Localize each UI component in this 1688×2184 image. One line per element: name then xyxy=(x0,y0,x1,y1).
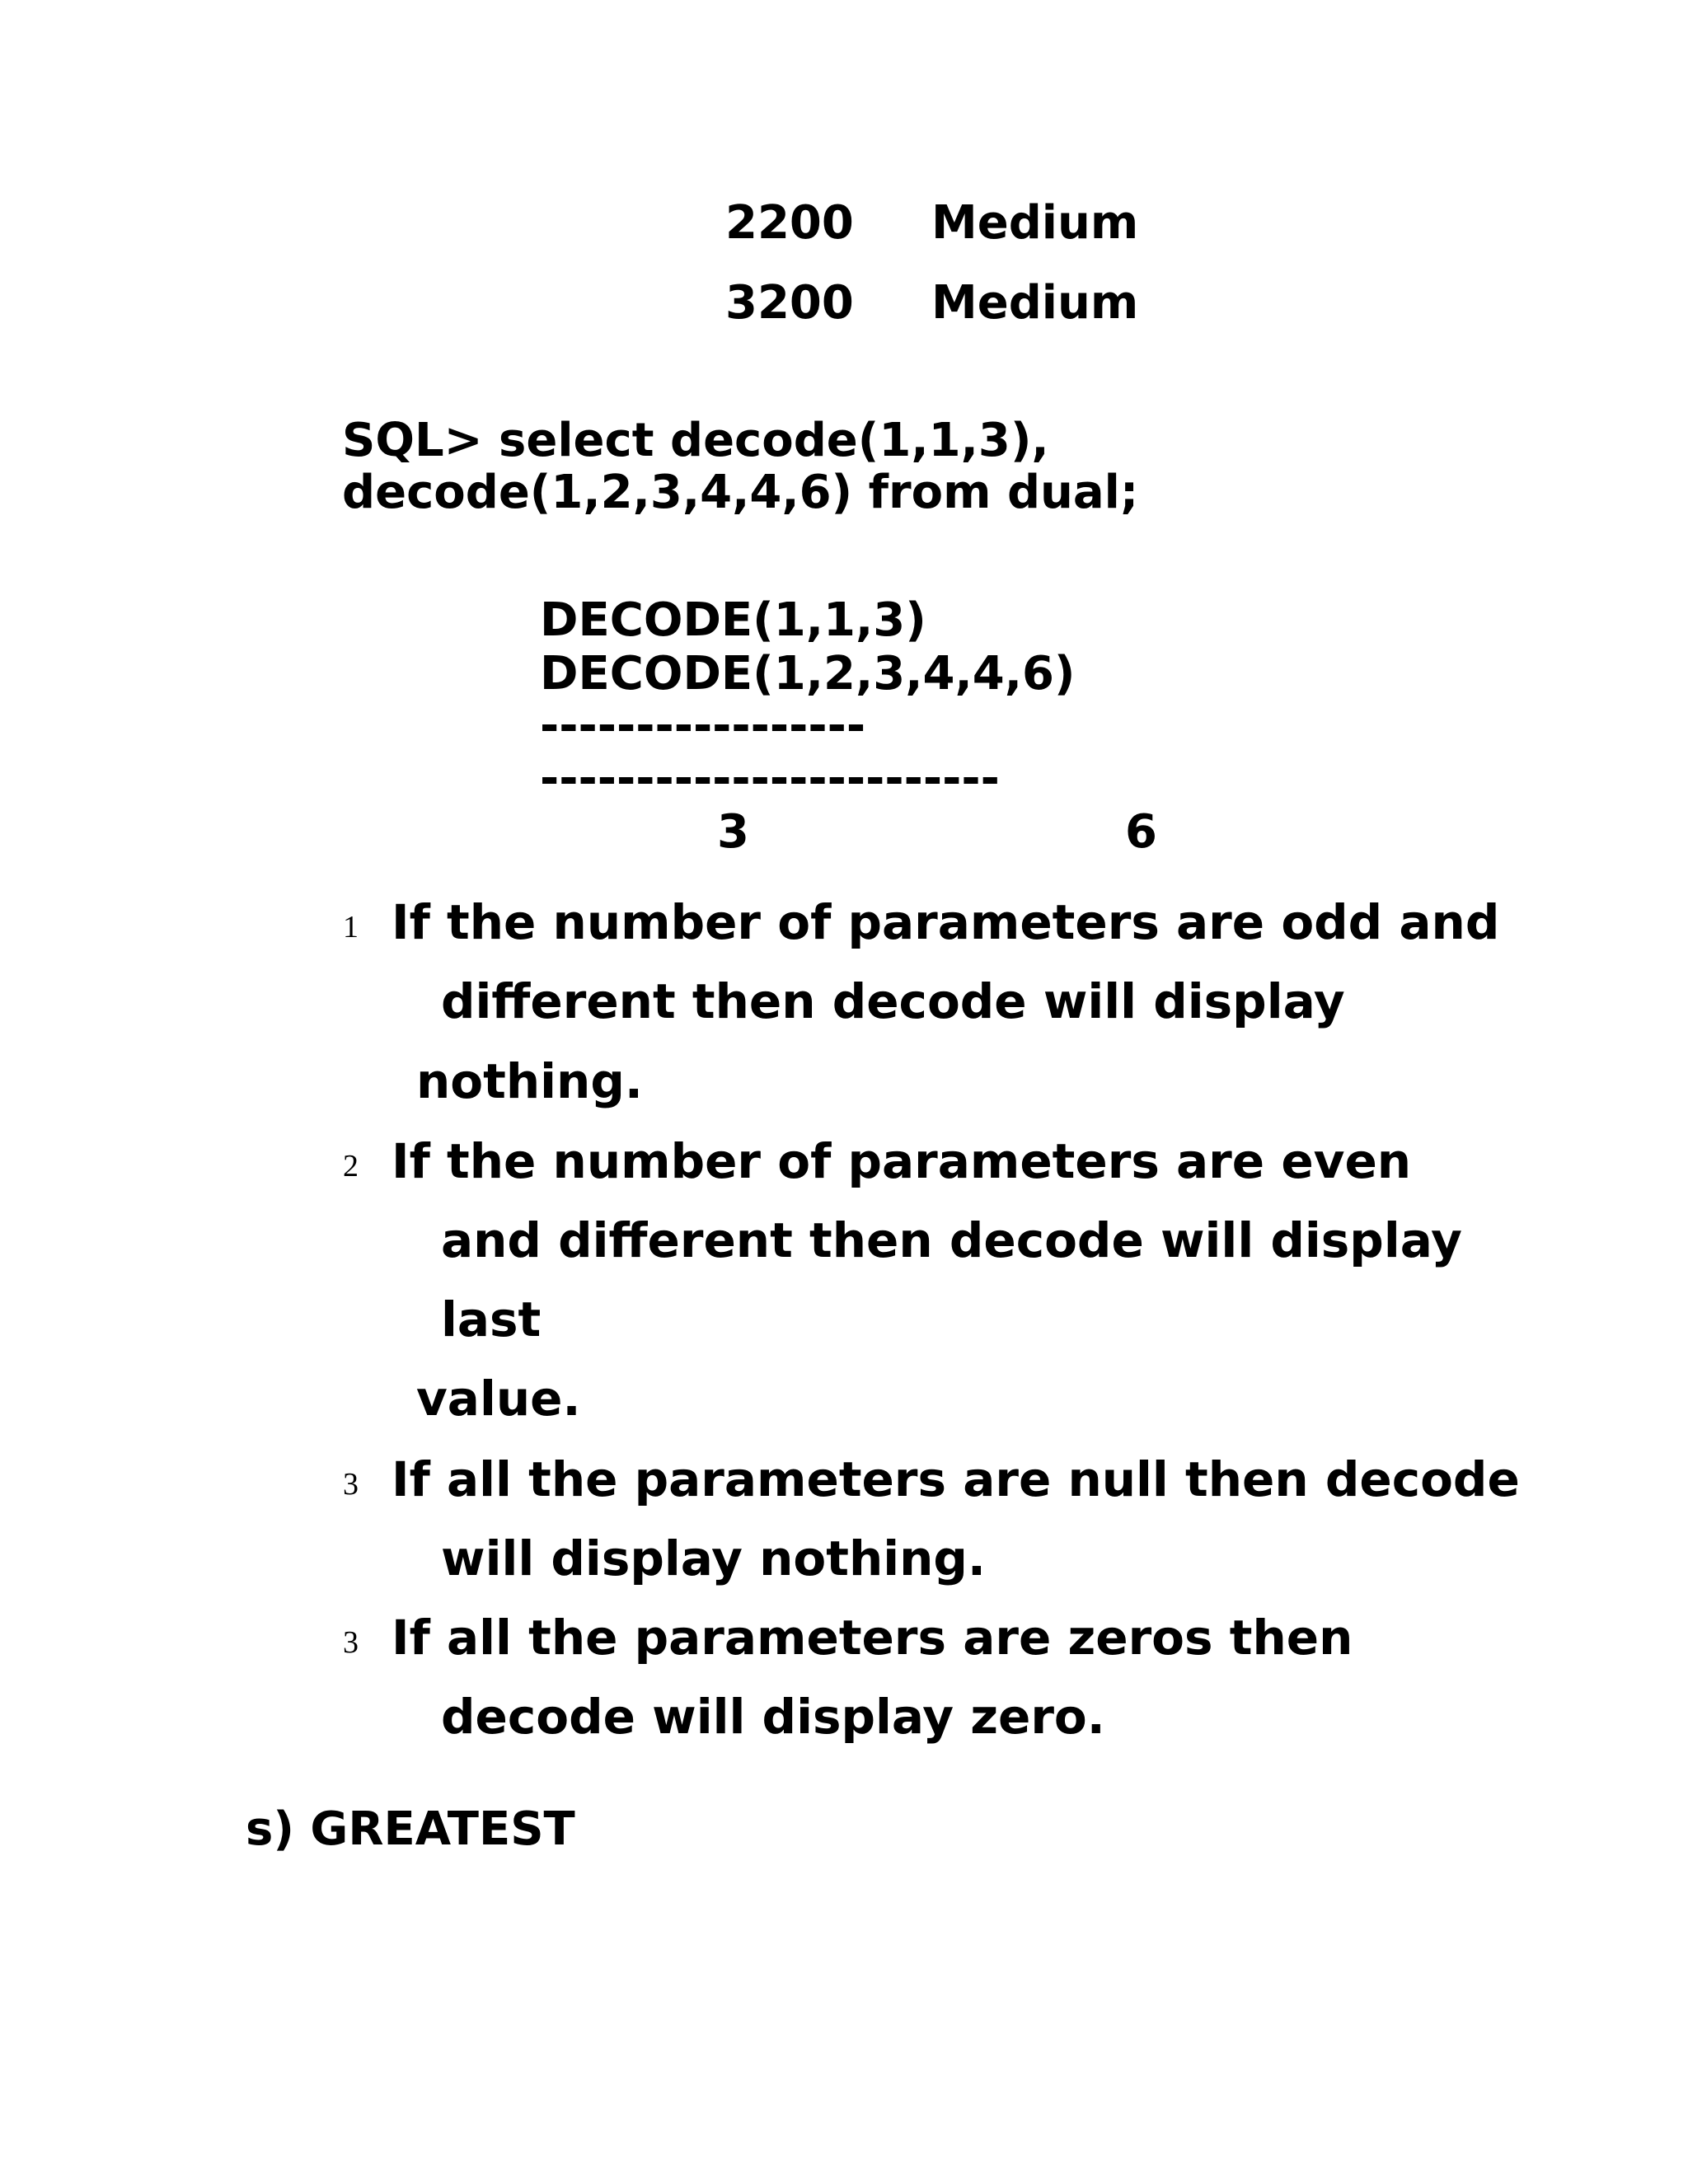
table-cell-grade: Medium xyxy=(931,196,1139,250)
output-column-header: DECODE(1,2,3,4,4,6) xyxy=(540,647,1076,701)
list-item-number: 3 xyxy=(343,1625,359,1660)
list-item-text: nothing. xyxy=(416,1053,643,1109)
output-value: 6 xyxy=(1125,805,1157,859)
output-separator: ----------------- xyxy=(540,699,866,752)
list-item-text: If the number of parameters are odd and xyxy=(392,894,1500,950)
table-cell-grade: Medium xyxy=(931,276,1139,330)
output-column-header: DECODE(1,1,3) xyxy=(540,593,926,647)
list-item-number: 1 xyxy=(343,910,359,944)
list-item-text: and different then decode will display xyxy=(441,1212,1462,1268)
list-item-text: If the number of parameters are even xyxy=(392,1133,1412,1189)
list-item-number: 2 xyxy=(343,1149,359,1183)
list-item-text: last xyxy=(441,1291,542,1347)
list-item-number: 3 xyxy=(343,1467,359,1502)
section-heading: s) GREATEST xyxy=(246,1802,575,1856)
output-value: 3 xyxy=(717,805,749,859)
sql-query-line: decode(1,2,3,4,4,6) from dual; xyxy=(342,466,1139,519)
list-item-text: decode will display zero. xyxy=(441,1689,1105,1745)
list-item-text: value. xyxy=(416,1371,581,1427)
list-item-text: different then decode will display xyxy=(441,973,1345,1029)
list-item-text: If all the parameters are zeros then xyxy=(392,1610,1353,1666)
list-item-text: will display nothing. xyxy=(441,1530,986,1586)
table-cell-salary: 3200 xyxy=(725,276,854,330)
output-separator: ------------------------ xyxy=(540,752,1000,805)
list-item-text: If all the parameters are null then decode xyxy=(392,1451,1520,1507)
sql-query-line: SQL> select decode(1,1,3), xyxy=(342,414,1049,467)
table-cell-salary: 2200 xyxy=(725,196,854,250)
